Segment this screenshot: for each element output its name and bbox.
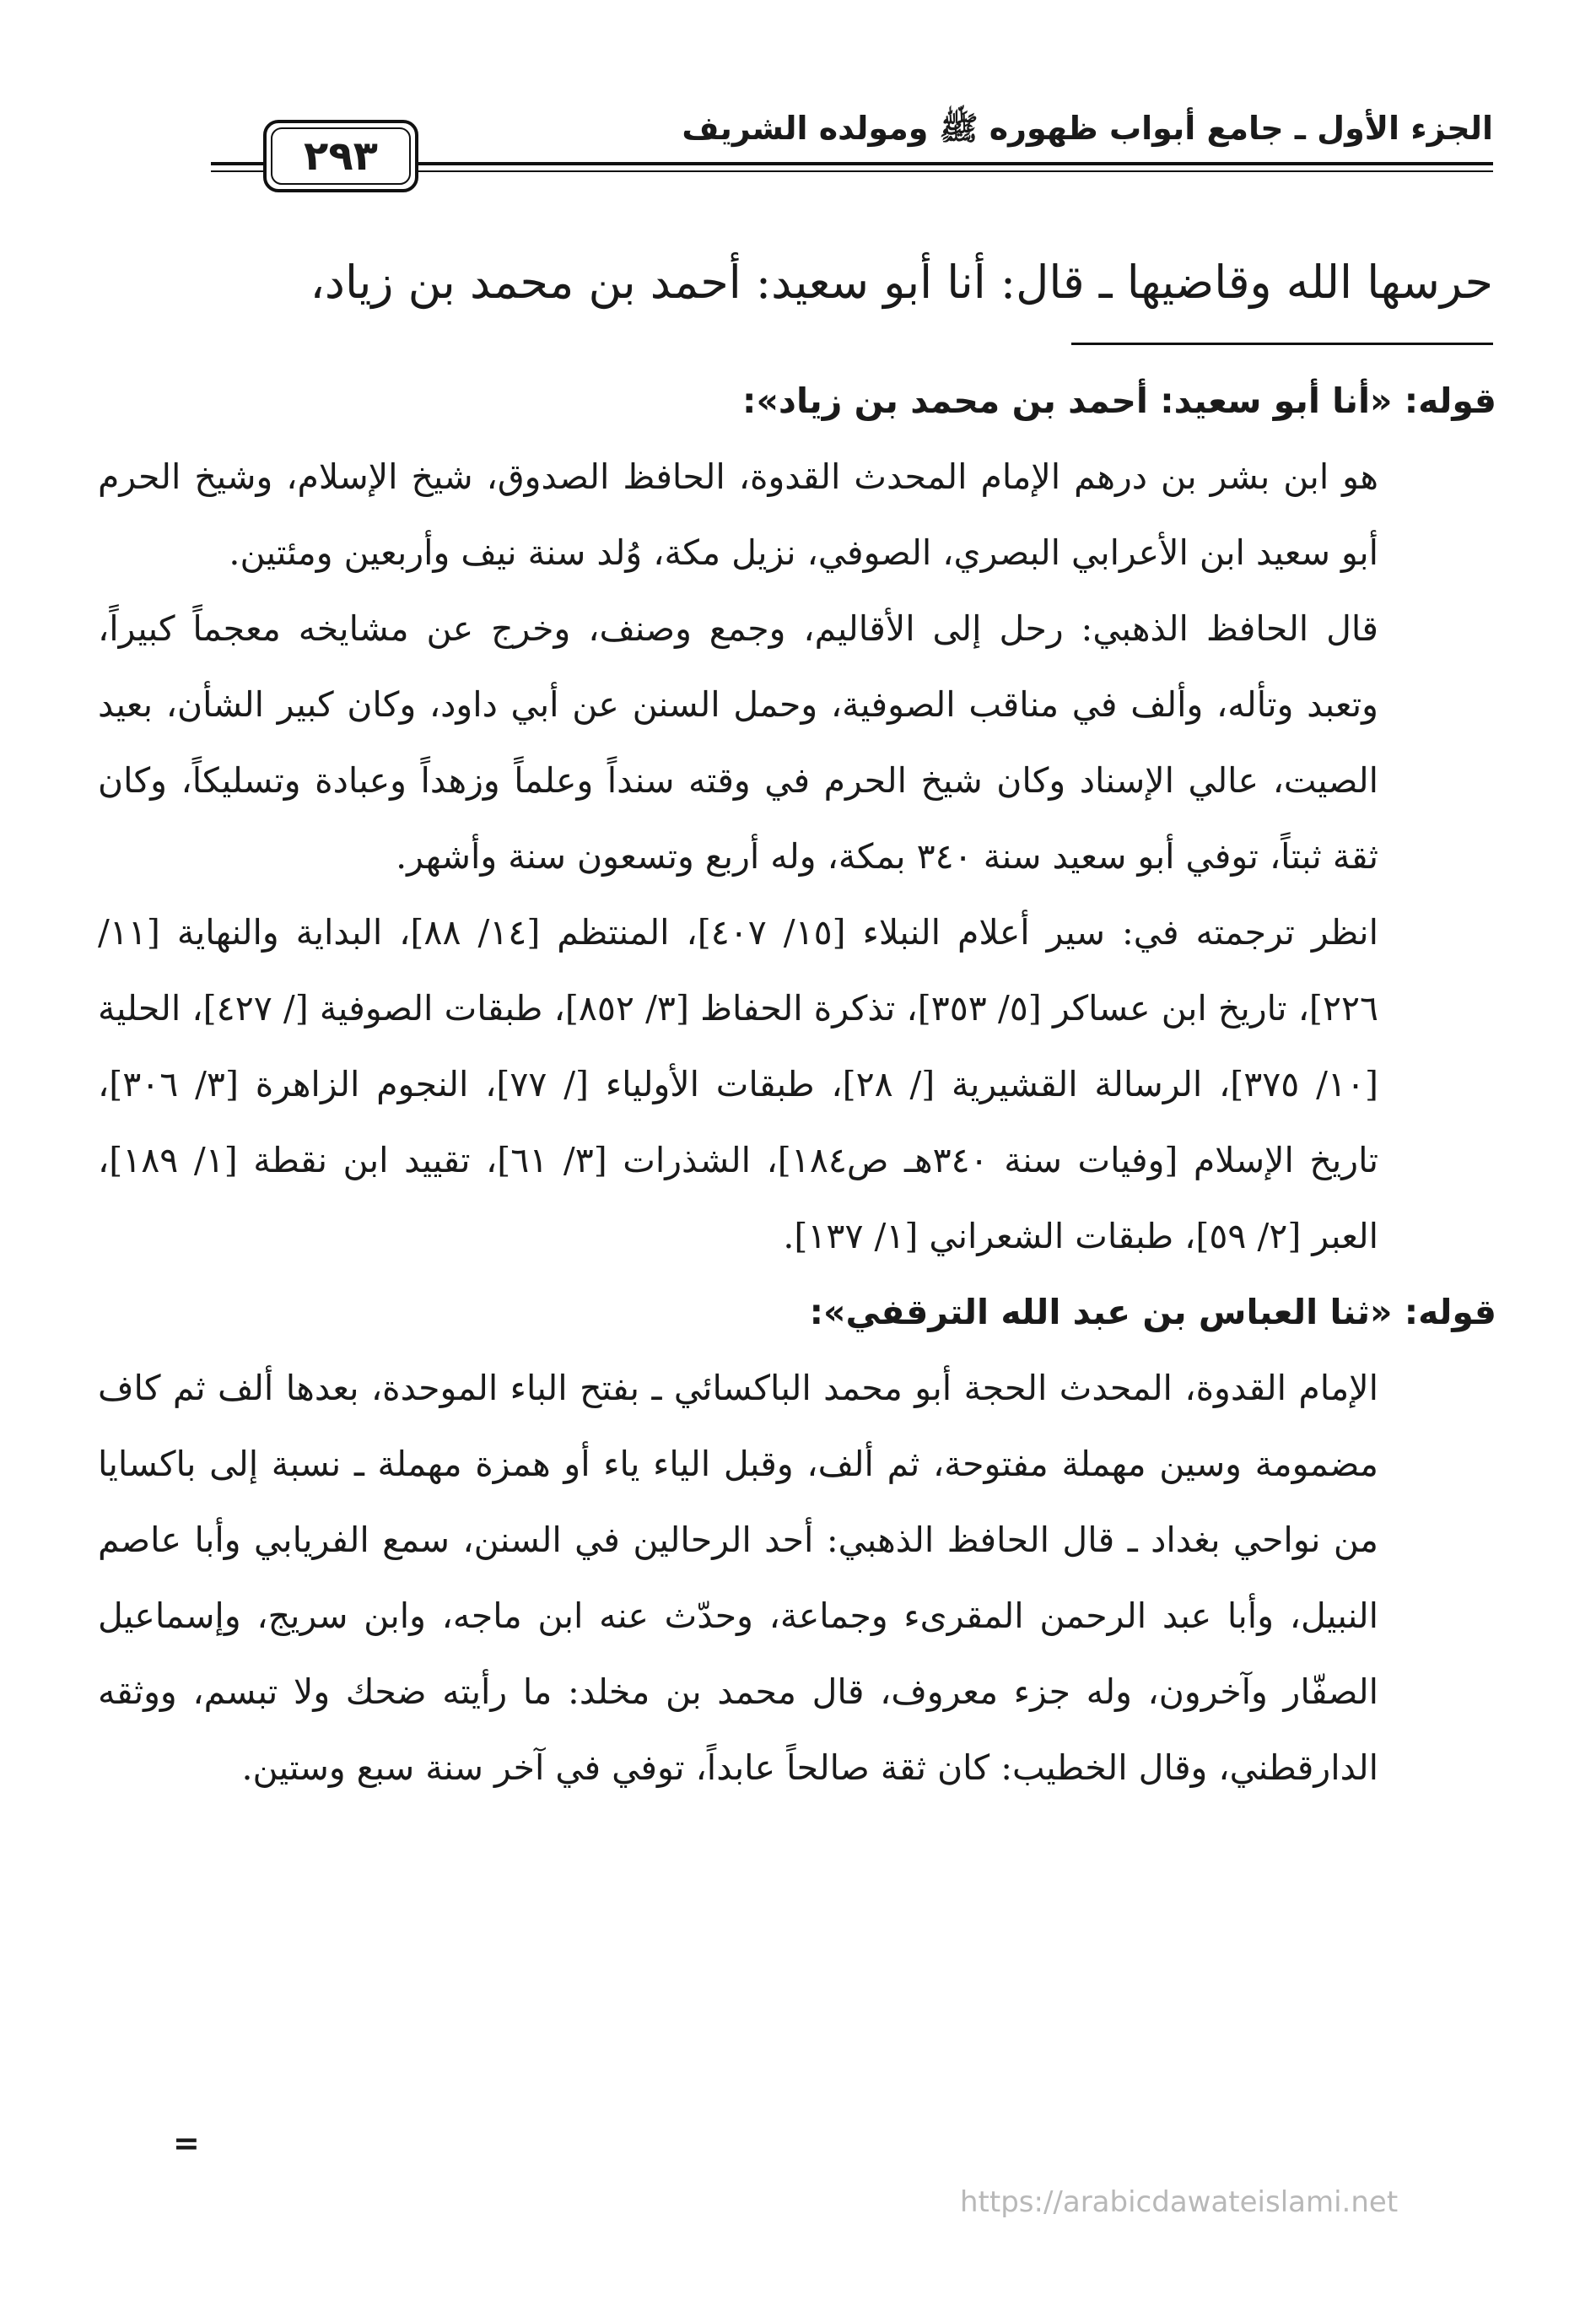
running-title: الجزء الأول ـ جامع أبواب ظهوره ﷺ ومولده الشريف [682, 110, 1493, 147]
footnote-separator [1071, 343, 1493, 345]
commentary-paragraph: هو ابن بشر بن درهم الإمام المحدث القدوة، الحافظ الصدوق، شيخ الإسلام، وشيخ الحرم أبو سعيد ابن الأعرابي البصري، الصوفي، نزيل مكة، وُلد سنة نيف وأربعين ومئتين. [98, 456, 1378, 573]
commentary-heading-1 [98, 363, 1496, 439]
commentary [98, 363, 1496, 1806]
commentary-paragraph: قال الحافظ الذهبي: رحل إلى الأقاليم، وجمع وصنف، وخرج عن مشايخه معجماً كبيراً، وتعبد وتأله، وألف في مناقب الصوفية، وحمل السنن عن أبي داود، وكان كبير الشأن، بعيد الصيت، عالي الإسناد وكان شيخ الحرم في وقته سنداً وعلماً وزهداً وعبادة وتسليكاً، وكان ثقة ثبتاً، توفي أبو سعيد سنة ٣٤٠ بمكة، وله أربع وتسعون سنة وأشهر. [98, 608, 1378, 877]
heading-label: قوله: [1404, 381, 1496, 421]
commentary-heading-2 [98, 1274, 1496, 1350]
page-number: ٢٩٣ [304, 132, 378, 180]
commentary-paragraph: الإمام القدوة، المحدث الحجة أبو محمد الباكسائي ـ بفتح الباء الموحدة، بعدها ألف ثم كاف مضمومة وسين مهملة مفتوحة، ثم ألف، وقبل الياء ياء أو همزة مهملة ـ نسبة إلى باكسايا من نواحي بغداد ـ قال الحافظ الذهبي: أحد الرحالين في السنن، سمع الفريابي وأبا عاصم النبيل، وأبا عبد الرحمن المقرىء وجماعة، وحدّث عنه ابن ماجه، وابن سريج، وإسماعيل الصفّار وآخرون، وله جزء معروف، قال محمد بن مخلد: ما رأيته ضحك ولا تبسم، ووثقه الدارقطني، وقال الخطيب: كان ثقة صالحاً عابداً، توفي في آخر سنة سبع وستين. [98, 1368, 1378, 1788]
continuation-mark: = [173, 2125, 200, 2162]
heading-lemma: «ثنا العباس بن عبد الله الترقفي»: [809, 1292, 1393, 1332]
heading-label: قوله: [1404, 1292, 1496, 1332]
main-text-line: حرسها الله وقاضيها ـ قال: أنا أبو سعيد: أحمد بن محمد بن زياد، [310, 256, 1493, 309]
watermark-url: https://arabicdawateislami.net [960, 2185, 1399, 2219]
page-number-box [263, 120, 418, 192]
heading-lemma: «أنا أبو سعيد: أحمد بن محمد بن زياد»: [742, 381, 1393, 421]
commentary-paragraph: انظر ترجمته في: سير أعلام النبلاء [١٥/ ٤٠٧]، المنتظم [١٤/ ٨٨]، البداية والنهاية [١١/ ٢٢٦]، تاريخ ابن عساكر [٥/ ٣٥٣]، تذكرة الحفاظ [٣/ ٨٥٢]، طبقات الصوفية [/ ٤٢٧]، الحلية [١٠/ ٣٧٥]، الرسالة القشيرية [/ ٢٨]، طبقات الأولياء [/ ٧٧]، النجوم الزاهرة [٣/ ٣٠٦]، تاريخ الإسلام [وفيات سنة ٣٤٠هـ ص١٨٤]، الشذرات [٣/ ٦١]، تقييد ابن نقطة [١/ ١٨٩]، العبر [٢/ ٥٩]، طبقات الشعراني [١/ ١٣٧]. [98, 912, 1379, 1256]
